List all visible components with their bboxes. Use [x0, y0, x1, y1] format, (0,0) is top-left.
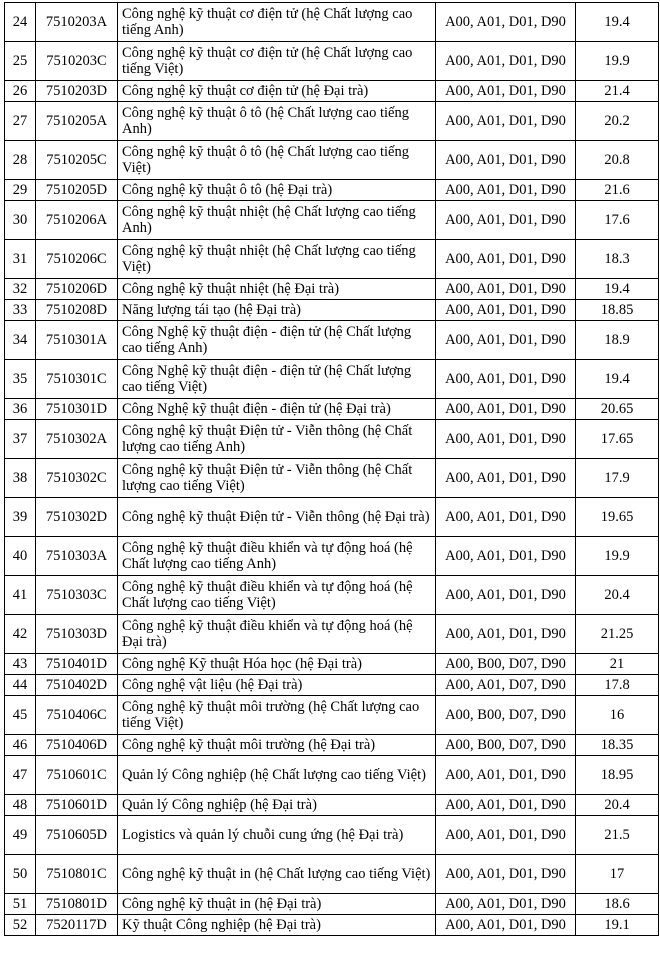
subject-combination-cell: A00, B00, D07, D90 — [436, 654, 576, 675]
cutoff-score-cell: 20.65 — [576, 399, 659, 420]
subject-combination-cell: A00, B00, D07, D90 — [436, 735, 576, 756]
major-code-cell: 7510203C — [36, 42, 118, 81]
major-code-cell: 7510208D — [36, 300, 118, 321]
major-code-cell: 7510303C — [36, 576, 118, 615]
cutoff-score-cell: 18.95 — [576, 756, 659, 795]
cutoff-score-cell: 19.1 — [576, 915, 659, 936]
major-name-cell: Công nghệ kỹ thuật cơ điện tử (hệ Đại trà) — [118, 81, 436, 102]
major-code-cell: 7510401D — [36, 654, 118, 675]
major-code-cell: 7510301D — [36, 399, 118, 420]
subject-combination-cell: A00, A01, D01, D90 — [436, 201, 576, 240]
major-name-cell: Kỹ thuật Công nghiệp (hệ Đại trà) — [118, 915, 436, 936]
major-code-cell: 7510205D — [36, 180, 118, 201]
cutoff-score-cell: 19.4 — [576, 279, 659, 300]
row-number-cell: 29 — [5, 180, 36, 201]
row-number-cell: 46 — [5, 735, 36, 756]
row-number-cell: 32 — [5, 279, 36, 300]
subject-combination-cell: A00, A01, D01, D90 — [436, 915, 576, 936]
table-row — [5, 615, 659, 654]
major-name-cell: Quản lý Công nghiệp (hệ Chất lượng cao tiếng Việt) — [118, 756, 436, 795]
major-name-cell: Công nghệ kỹ thuật cơ điện tử (hệ Chất lượng cao tiếng Việt) — [118, 42, 436, 81]
subject-combination-cell: A00, A01, D01, D90 — [436, 576, 576, 615]
major-code-cell: 7510301C — [36, 360, 118, 399]
cutoff-score-cell: 17 — [576, 855, 659, 894]
major-name-cell: Công nghệ kỹ thuật in (hệ Đại trà) — [118, 894, 436, 915]
table-row — [5, 399, 659, 420]
row-number-cell: 49 — [5, 816, 36, 855]
admission-score-table — [4, 2, 659, 936]
major-code-cell: 7510302D — [36, 498, 118, 537]
cutoff-score-cell: 20.8 — [576, 141, 659, 180]
subject-combination-cell: A00, A01, D01, D90 — [436, 102, 576, 141]
table-row — [5, 537, 659, 576]
row-number-cell: 52 — [5, 915, 36, 936]
major-code-cell: 7510301A — [36, 321, 118, 360]
major-name-cell: Công nghệ kỹ thuật điều khiển và tự động hoá (hệ Đại trà) — [118, 615, 436, 654]
cutoff-score-cell: 19.4 — [576, 3, 659, 42]
table-row — [5, 696, 659, 735]
cutoff-score-cell: 21.4 — [576, 81, 659, 102]
table-row — [5, 459, 659, 498]
row-number-cell: 42 — [5, 615, 36, 654]
row-number-cell: 47 — [5, 756, 36, 795]
major-code-cell: 7510601D — [36, 795, 118, 816]
cutoff-score-cell: 19.4 — [576, 360, 659, 399]
major-code-cell: 7510205A — [36, 102, 118, 141]
cutoff-score-cell: 20.2 — [576, 102, 659, 141]
row-number-cell: 30 — [5, 201, 36, 240]
cutoff-score-cell: 21 — [576, 654, 659, 675]
row-number-cell: 44 — [5, 675, 36, 696]
subject-combination-cell: A00, A01, D01, D90 — [436, 279, 576, 300]
major-code-cell: 7510406C — [36, 696, 118, 735]
subject-combination-cell: A00, A01, D01, D90 — [436, 615, 576, 654]
major-name-cell: Công nghệ kỹ thuật môi trường (hệ Đại trà) — [118, 735, 436, 756]
table-row — [5, 894, 659, 915]
table-row — [5, 42, 659, 81]
subject-combination-cell: A00, A01, D01, D90 — [436, 399, 576, 420]
row-number-cell: 28 — [5, 141, 36, 180]
table-row — [5, 240, 659, 279]
subject-combination-cell: A00, A01, D01, D90 — [436, 756, 576, 795]
table-row — [5, 795, 659, 816]
major-code-cell: 7510303A — [36, 537, 118, 576]
major-code-cell: 7510205C — [36, 141, 118, 180]
subject-combination-cell: A00, A01, D01, D90 — [436, 498, 576, 537]
cutoff-score-cell: 17.9 — [576, 459, 659, 498]
cutoff-score-cell: 20.4 — [576, 576, 659, 615]
row-number-cell: 40 — [5, 537, 36, 576]
major-name-cell: Công Nghệ kỹ thuật điện - điện tử (hệ Chất lượng cao tiếng Anh) — [118, 321, 436, 360]
table-row — [5, 3, 659, 42]
table-row — [5, 279, 659, 300]
major-code-cell: 7510302C — [36, 459, 118, 498]
admission-score-table-wrapper — [4, 2, 658, 936]
subject-combination-cell: A00, A01, D01, D90 — [436, 141, 576, 180]
subject-combination-cell: A00, A01, D01, D90 — [436, 300, 576, 321]
row-number-cell: 35 — [5, 360, 36, 399]
cutoff-score-cell: 19.9 — [576, 537, 659, 576]
subject-combination-cell: A00, A01, D01, D90 — [436, 795, 576, 816]
table-row — [5, 300, 659, 321]
subject-combination-cell: A00, A01, D01, D90 — [436, 240, 576, 279]
major-name-cell: Công nghệ kỹ thuật cơ điện tử (hệ Chất lượng cao tiếng Anh) — [118, 3, 436, 42]
row-number-cell: 39 — [5, 498, 36, 537]
major-name-cell: Công nghệ vật liệu (hệ Đại trà) — [118, 675, 436, 696]
row-number-cell: 31 — [5, 240, 36, 279]
major-name-cell: Logistics và quản lý chuỗi cung ứng (hệ Đại trà) — [118, 816, 436, 855]
row-number-cell: 37 — [5, 420, 36, 459]
major-code-cell: 7510206A — [36, 201, 118, 240]
row-number-cell: 38 — [5, 459, 36, 498]
cutoff-score-cell: 17.65 — [576, 420, 659, 459]
table-row — [5, 420, 659, 459]
table-row — [5, 498, 659, 537]
row-number-cell: 24 — [5, 3, 36, 42]
major-code-cell: 7510302A — [36, 420, 118, 459]
major-code-cell: 7510402D — [36, 675, 118, 696]
table-row — [5, 576, 659, 615]
major-code-cell: 7510203A — [36, 3, 118, 42]
table-row — [5, 855, 659, 894]
row-number-cell: 26 — [5, 81, 36, 102]
table-row — [5, 81, 659, 102]
major-name-cell: Công nghệ kỹ thuật ô tô (hệ Chất lượng cao tiếng Việt) — [118, 141, 436, 180]
cutoff-score-cell: 18.6 — [576, 894, 659, 915]
subject-combination-cell: A00, A01, D01, D90 — [436, 3, 576, 42]
major-name-cell: Công Nghệ kỹ thuật điện - điện tử (hệ Chất lượng cao tiếng Việt) — [118, 360, 436, 399]
major-code-cell: 7510601C — [36, 756, 118, 795]
major-code-cell: 7510406D — [36, 735, 118, 756]
table-body — [5, 3, 659, 936]
table-row — [5, 141, 659, 180]
row-number-cell: 43 — [5, 654, 36, 675]
major-name-cell: Quản lý Công nghiệp (hệ Đại trà) — [118, 795, 436, 816]
major-name-cell: Công nghệ kỹ thuật Điện tử - Viễn thông (hệ Đại trà) — [118, 498, 436, 537]
cutoff-score-cell: 19.9 — [576, 42, 659, 81]
major-name-cell: Công nghệ kỹ thuật điều khiển và tự động hoá (hệ Chất lượng cao tiếng Anh) — [118, 537, 436, 576]
subject-combination-cell: A00, A01, D01, D90 — [436, 360, 576, 399]
major-name-cell: Công nghệ kỹ thuật ô tô (hệ Chất lượng cao tiếng Anh) — [118, 102, 436, 141]
subject-combination-cell: A00, A01, D07, D90 — [436, 675, 576, 696]
row-number-cell: 48 — [5, 795, 36, 816]
table-row — [5, 321, 659, 360]
cutoff-score-cell: 21.6 — [576, 180, 659, 201]
cutoff-score-cell: 17.6 — [576, 201, 659, 240]
subject-combination-cell: A00, A01, D01, D90 — [436, 894, 576, 915]
cutoff-score-cell: 16 — [576, 696, 659, 735]
cutoff-score-cell: 17.8 — [576, 675, 659, 696]
cutoff-score-cell: 18.3 — [576, 240, 659, 279]
major-name-cell: Công nghệ kỹ thuật Điện tử - Viễn thông (hệ Chất lượng cao tiếng Anh) — [118, 420, 436, 459]
major-code-cell: 7510206C — [36, 240, 118, 279]
table-row — [5, 360, 659, 399]
subject-combination-cell: A00, B00, D07, D90 — [436, 696, 576, 735]
major-code-cell: 7510206D — [36, 279, 118, 300]
row-number-cell: 34 — [5, 321, 36, 360]
table-row — [5, 102, 659, 141]
major-name-cell: Công nghệ kỹ thuật in (hệ Chất lượng cao tiếng Việt) — [118, 855, 436, 894]
major-name-cell: Công nghệ kỹ thuật Điện tử - Viễn thông (hệ Chất lượng cao tiếng Việt) — [118, 459, 436, 498]
cutoff-score-cell: 21.5 — [576, 816, 659, 855]
table-row — [5, 915, 659, 936]
table-row — [5, 735, 659, 756]
table-row — [5, 756, 659, 795]
row-number-cell: 50 — [5, 855, 36, 894]
row-number-cell: 41 — [5, 576, 36, 615]
row-number-cell: 51 — [5, 894, 36, 915]
row-number-cell: 33 — [5, 300, 36, 321]
row-number-cell: 27 — [5, 102, 36, 141]
major-name-cell: Công nghệ kỹ thuật điều khiển và tự động hoá (hệ Chất lượng cao tiếng Việt) — [118, 576, 436, 615]
major-code-cell: 7510605D — [36, 816, 118, 855]
cutoff-score-cell: 19.65 — [576, 498, 659, 537]
major-name-cell: Công nghệ kỹ thuật nhiệt (hệ Chất lượng cao tiếng Việt) — [118, 240, 436, 279]
major-name-cell: Công Nghệ kỹ thuật điện - điện tử (hệ Đại trà) — [118, 399, 436, 420]
row-number-cell: 45 — [5, 696, 36, 735]
row-number-cell: 36 — [5, 399, 36, 420]
cutoff-score-cell: 20.4 — [576, 795, 659, 816]
major-code-cell: 7520117D — [36, 915, 118, 936]
cutoff-score-cell: 18.9 — [576, 321, 659, 360]
subject-combination-cell: A00, A01, D01, D90 — [436, 321, 576, 360]
major-code-cell: 7510801D — [36, 894, 118, 915]
table-row — [5, 201, 659, 240]
major-name-cell: Năng lượng tái tạo (hệ Đại trà) — [118, 300, 436, 321]
subject-combination-cell: A00, A01, D01, D90 — [436, 81, 576, 102]
major-name-cell: Công nghệ kỹ thuật nhiệt (hệ Đại trà) — [118, 279, 436, 300]
major-code-cell: 7510801C — [36, 855, 118, 894]
table-row — [5, 654, 659, 675]
major-name-cell: Công nghệ kỹ thuật môi trường (hệ Chất lượng cao tiếng Việt) — [118, 696, 436, 735]
cutoff-score-cell: 18.85 — [576, 300, 659, 321]
major-name-cell: Công nghệ kỹ thuật ô tô (hệ Đại trà) — [118, 180, 436, 201]
cutoff-score-cell: 21.25 — [576, 615, 659, 654]
major-name-cell: Công nghệ kỹ thuật nhiệt (hệ Chất lượng cao tiếng Anh) — [118, 201, 436, 240]
table-row — [5, 675, 659, 696]
subject-combination-cell: A00, A01, D01, D90 — [436, 180, 576, 201]
cutoff-score-cell: 18.35 — [576, 735, 659, 756]
subject-combination-cell: A00, A01, D01, D90 — [436, 816, 576, 855]
table-row — [5, 180, 659, 201]
table-row — [5, 816, 659, 855]
major-code-cell: 7510303D — [36, 615, 118, 654]
major-code-cell: 7510203D — [36, 81, 118, 102]
subject-combination-cell: A00, A01, D01, D90 — [436, 855, 576, 894]
row-number-cell: 25 — [5, 42, 36, 81]
subject-combination-cell: A00, A01, D01, D90 — [436, 459, 576, 498]
subject-combination-cell: A00, A01, D01, D90 — [436, 420, 576, 459]
subject-combination-cell: A00, A01, D01, D90 — [436, 42, 576, 81]
subject-combination-cell: A00, A01, D01, D90 — [436, 537, 576, 576]
major-name-cell: Công nghệ Kỹ thuật Hóa học (hệ Đại trà) — [118, 654, 436, 675]
